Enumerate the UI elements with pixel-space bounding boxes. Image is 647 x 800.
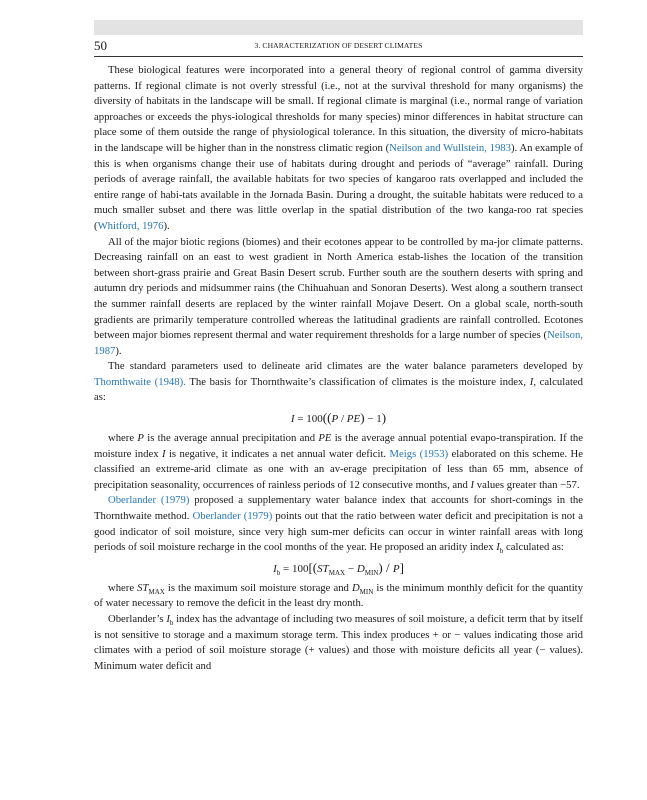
citation-link[interactable]: Neilson and Wullstein, 1983 [389,141,511,154]
running-head: 3. CHARACTERIZATION OF DESERT CLIMATES [254,41,423,50]
citation-link[interactable]: Thomthwaite (1948). [94,375,186,388]
page-header [94,38,583,57]
equation-aridity-index: $I_b = 100[(ST_{MAX} - D_{MIN}) / P]$ [273,559,404,577]
paragraph-3: The standard parameters used to delineate arid climates are the water balance parameters developed by Thomthwaite (1948). The basis for Thornthwaite’s classification of climates is the moisture index, I, calculated as: [94,360,584,404]
page-number: 50 [94,38,107,53]
paragraph-6: where $ST_{MAX}$ is the maximum soil moisture storage and $D_{MIN}$ is the minimum monthly deficit for the quantity of water necessary to remove the deficit in the least dry month. [94,581,583,610]
citation-link[interactable]: Whitford, 1976 [97,219,164,232]
citation-link[interactable]: Neilson, 1987 [94,329,583,357]
citation-link[interactable]: Meigs (1953) [389,447,449,460]
citation-link[interactable]: Oberlander (1979) [108,494,190,507]
paragraph-5: Oberlander (1979) proposed a supplementary water balance index that accounts for short-comings in the Thornthwaite method. Oberlander (1979) points out that the ratio between water deficit and precipitation is not a good indicator of soil moisture, since very high sum-mer deficits can occur in winter rainfall areas with long periods of soil moisture recharge in the cool months of the year. He proposed an aridity index $I_b$ calculated as: [94,494,583,556]
body-text [94,63,583,674]
equation-moisture-index: I = 100((P / PE) − 1) [290,410,387,426]
paragraph-2: All of the major biotic regions (biomes) and their ecotones appear to be controlled by ma-jor climate patterns. Decreasing rainfall on an east to west gradient in North America estab-lishes the location of the transition between short-grass prairie and Great Basin Desert scrub. Further south are the southern deserts with spring and autumn dry periods and midsummer rains (the Chihuahuan and Sonoran Deserts). West along a southern transect the summer rainfall deserts are replaced by the winter rainfall Mojave Desert. On a global scale, north-south gradients are primarily temperature controlled whereas the latitudinal gradients are rainfall controlled. Ecotones between major biomes represent thermal and water requirement thresholds for a large number of species (Neilson, 1987). [94,235,583,357]
paragraph-7: Oberlander’s $I_b$ index has the advantage of including two measures of soil moisture, a deficit term that by itself is not sensitive to storage and a maximum storage term. This index produces + or − values indicating those arid climates with a period of soil moisture storage (+ values) and those with moisture deficits all year (− values). Minimum water deficit and [94,613,583,672]
top-gray-band [94,20,583,35]
citation-link[interactable]: Oberlander (1979) [192,510,273,523]
paragraph-4: where P is the average annual precipitation and PE is the average annual potential evapo-transpiration. If the moisture index I is negative, it indicates a net annual water deficit. Meigs (1953) elaborated on this scheme. He classified an extreme-arid climate as one with an av-erage precipitation of less than 65 mm, absence of precipitation seasonality, occurrences of rainless periods of 12 consecutive months, and I values greater than −57. [94,432,583,491]
paragraph-1: These biological features were incorporated into a general theory of regional control of gamma diversity patterns. If regional climate is not overly stressful (i.e., not at the survival threshold for many organisms) the diversity of habitats in the landscape will be small. If regional climate is marginal (i.e., normal range of variation approaches or exceeds the phys-iological thresholds for many species) minor differences in habitat structure can place some of them outside the range of physiological tolerance. In this situation, the diversity of micro-habitats in the landscape will be higher than in the nonstress climatic region (Neilson and Wullstein, 1983). An example of this is when organisms change their use of habitats during drought and periods of “average” rainfall. During periods of average rainfall, the available habitats for two species of kangaroo rats overlapped and included the entire range of habi-tats available in the Jornada Basin. During a drought, the suitable habitats were reduced to a much smaller subset and there was little overlap in the spatial distribution of the two kanga-roo rat species (Whitford, 1976). [94,64,583,232]
